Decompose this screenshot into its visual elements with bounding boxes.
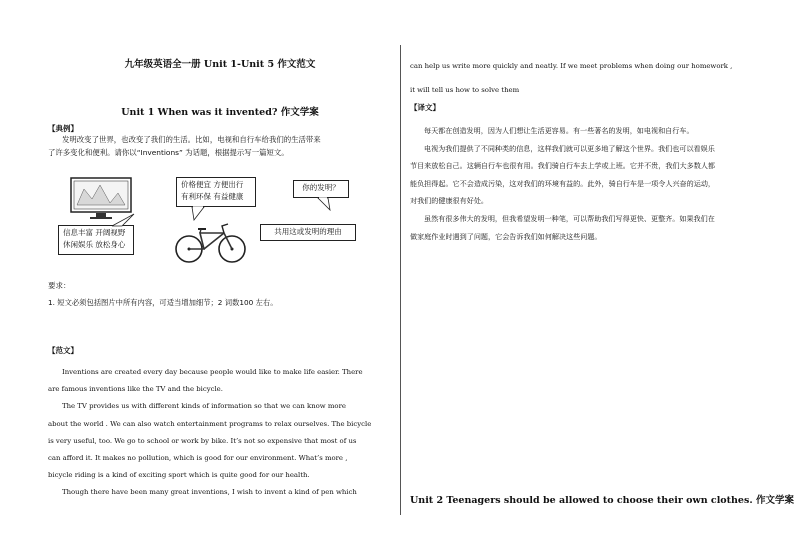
bicycle-icon <box>174 219 248 265</box>
requirements-text: 1. 短文必须包括图片中所有内容，可适当增加细节；2 词数100 左右。 <box>48 298 278 307</box>
translation-line: 做家庭作业时遇到了问题，它会告诉我们如何解决这些问题。 <box>410 231 602 241</box>
translation-text <box>410 122 760 245</box>
document-title: 九年级英语全一册 Unit 1-Unit 5 作文范文 <box>124 59 316 70</box>
essay-continuation <box>410 54 758 102</box>
essay-line: Inventions are created every day because people would like to make life easier. There <box>62 368 363 376</box>
essay-line: can help us write more quickly and neatly. If we meet problems when doing our homework , <box>410 62 733 70</box>
translation-line: 能负担得起。它不会造成污染，这对我们的环境有益的。此外，骑自行车是一项令人兴奋的运动， <box>410 178 716 188</box>
essay-line: about the world . We can also watch entertainment programs to relax ourselves. The bicycle <box>48 419 372 428</box>
writing-prompt <box>48 134 394 159</box>
bike-benefit-line: 有利环保 有益健康 <box>181 192 244 201</box>
unit2-title: Unit 2 Teenagers should be allowed to choose their own clothes. 作文学案 <box>410 495 794 506</box>
tv-benefits-box <box>58 225 134 255</box>
model-essay-label: 【范文】 <box>48 346 78 355</box>
tv-benefit-line: 休闲娱乐 放松身心 <box>63 240 126 249</box>
unit1-title: Unit 1 When was it invented? 作文学案 <box>121 107 319 118</box>
essay-line: it will tell us how to solve them <box>410 86 520 94</box>
essay-line: is very useful, too. We go to school or work by bike. It’s not so expensive that most of us <box>48 436 357 445</box>
reason-text: 共用这或发明的理由 <box>274 227 342 236</box>
essay-line: are famous inventions like the TV and the bicycle. <box>48 385 223 394</box>
reason-box <box>260 224 356 241</box>
essay-line: The TV provides us with different kinds of information so that we can know more <box>62 402 346 411</box>
translation-line: 每天都在创造发明，因为人们想让生活更容易。有一些著名的发明，如电视和自行车。 <box>424 126 694 135</box>
essay-line: can afford it. It makes no pollution, which is good for our environment. What’s more , <box>48 454 348 463</box>
bike-benefit-line: 价格便宜 方便出行 <box>181 180 244 189</box>
example-label: 【典例】 <box>48 124 78 133</box>
translation-line: 节目来放松自己。这辆自行车也很有用。我们骑自行车去上学或上班。它并不贵，我们大多数人都 <box>410 161 716 171</box>
your-invention-text: 你的发明？ <box>302 183 340 192</box>
prompt-illustration <box>48 175 392 267</box>
your-invention-box <box>293 180 349 198</box>
prompt-line: 发明改变了世界，也改变了我们的生活。比如，电视和自行车给我们的生活带来 <box>62 135 321 144</box>
essay-line: bicycle riding is a kind of exciting sport which is quite good for our health. <box>48 471 310 480</box>
model-essay <box>48 364 394 502</box>
translation-line: 对我们的健康很有好处。 <box>410 196 489 206</box>
essay-line: Though there have been many great inventions, I wish to invent a kind of pen which <box>62 488 357 497</box>
tv-callout-tail <box>108 213 138 227</box>
translation-line: 电视为我们提供了不同种类的信息，这样我们就可以更多地了解这个世界。我们也可以看娱乐 <box>424 143 715 153</box>
prompt-line: 了许多变化和便利。请你以“Inventions” 为话题，根据提示写一篇短文。 <box>48 147 289 157</box>
bike-benefits-box <box>176 177 256 207</box>
invention-callout-tail <box>316 197 336 211</box>
requirements-label: 要求： <box>48 281 71 290</box>
translation-label: 【译文】 <box>410 103 440 112</box>
column-divider <box>400 45 401 515</box>
translation-line: 虽然有很多伟大的发明，但我希望发明一种笔，可以帮助我们写得更快、更整齐。如果我们在 <box>424 213 715 223</box>
tv-benefit-line: 信息丰富 开阔视野 <box>63 228 126 237</box>
